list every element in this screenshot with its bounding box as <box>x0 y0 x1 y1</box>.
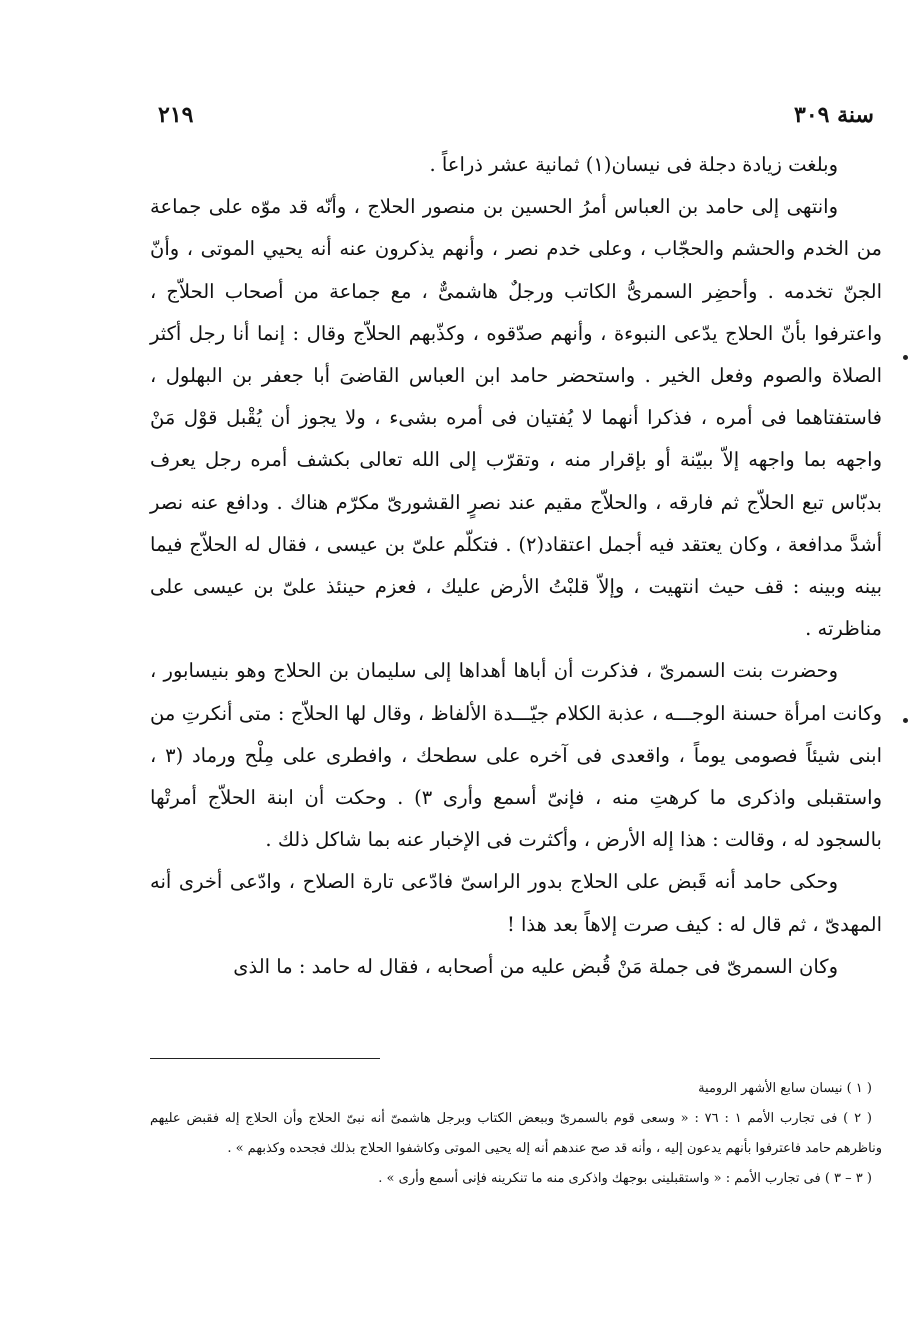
paragraph-4: وحكى حامد أنه قَبض على الحلاج بدور الراسىّ فادّعى تارة الصلاح ، وادّعى أخرى أنه المهدىّ ، ثم قال له : كيف صرت إلاهاً بعد هذا ! <box>150 870 882 936</box>
running-header <box>150 96 882 136</box>
footnote-1: ( ١ ) نيسان سابع الأشهر الرومية <box>698 1081 872 1096</box>
footnote-2: ( ٢ ) فى تجارب الأمم ١ : ٧٦ : « وسعى قوم بالسمرىّ وببعض الكتاب وبرجل هاشمىّ أنه نبىّ الحلاج وأن الحلاج إله فقبض عليهم وناظرهم حامد فاعترفوا بأنهم يدعون إليه ، وأنه قد صح عندهم أنه إله يحيى الموتى وكاشفوا الحلاج بذلك فجحده وكذبهم » . <box>150 1111 882 1156</box>
paragraph-3: وحضرت بنت السمرىّ ، فذكرت أن أباها أهداها إلى سليمان بن الحلاج وهو بنيسابور ، وكانت امرأة حسنة الوجـــه ، عذبة الكلام جيّـــدة الألفاظ ، وقال لها الحلاّج : متى أنكرتِ من ابنى شيئاً فصومى يوماً ، واقعدى فى آخره على سطحك ، وافطرى على مِلْح ورماد (٣ ، واستقبلى واذكرى ما كرهتِ منه ، فإنىّ أسمع وأرى ٣) . وحكت أن ابنة الحلاّج أمرتْها بالسجود له ، وقالت : هذا إله الأرض ، وأكثرت فى الإخبار عنه بما شاكل ذلك . <box>150 659 882 852</box>
margin-mark <box>903 718 908 723</box>
paragraph-5: وكان السمرىّ فى جملة مَنْ قُبض عليه من أصحابه ، فقال له حامد : ما الذى <box>233 954 838 978</box>
page-content <box>150 96 882 988</box>
paragraph-2: وانتهى إلى حامد بن العباس أمرُ الحسين بن منصور الحلاج ، وأنّه قد موّه على جماعة من الخدم والحشم والحجّاب ، وعلى خدم نصر ، وأنهم يذكرون عنه أنه يحيي الموتى ، وأنّ الجنّ تخدمه . وأحضِر السمرىُّ الكاتب ورجلٌ هاشمىٌّ ، مع جماعة من أصحاب الحلاّج ، واعترفوا بأنّ الحلاج يدّعى النبوءة ، وأنهم صدّقوه ، وكذّبهم الحلاّج وقال : إنما أنا رجل أكثر الصلاة والصوم وفعل الخير . واستحضر حامد ابن العباس القاضىَ أبا جعفر بن البهلول ، فاستفتاهما فى أمره ، فذكرا أنهما لا يُفتيان فى أمره بشىء ، ولا يجوز أن يُقْبل قوْل مَنْ واجهه بما واجهه إلاّ ببيّنة أو بإقرار منه ، وتقرّب إلى الله تعالى بكشف أمره رجل يعرف بدبّاس تبع الحلاّج ثم فارقه ، والحلاّج مقيم عند نصرٍ القشورىّ مكرّم هناك . ودافع عنه نصر أشدَّ مدافعة ، وكان يعتقد فيه أجمل اعتقاد(٢) . فتكلّم علىّ بن عيسى ، فقال له الحلاّج فيما بينه وبينه : قف حيث انتهيت ، وإلاّ قلبْتُ الأرض عليك ، فعزم حينئذ علىّ بن عيسى على مناظرته . <box>150 195 882 641</box>
footnotes <box>150 1074 882 1194</box>
margin-mark <box>903 355 908 360</box>
page-number: ٢١٩ <box>158 102 194 128</box>
header-year: سنة ٣٠٩ <box>794 102 874 128</box>
paragraph-1: وبلغت زيادة دجلة فى نيسان(١) ثمانية عشر ذراعاً . <box>429 153 838 176</box>
footnote-3: ( ٣ – ٣ ) فى تجارب الأمم : « واستقبلينى بوجهك واذكرى منه ما تنكرينه فإنى أسمع وأرى » . <box>378 1171 872 1186</box>
footnote-separator <box>150 1058 380 1059</box>
main-text <box>150 144 882 988</box>
